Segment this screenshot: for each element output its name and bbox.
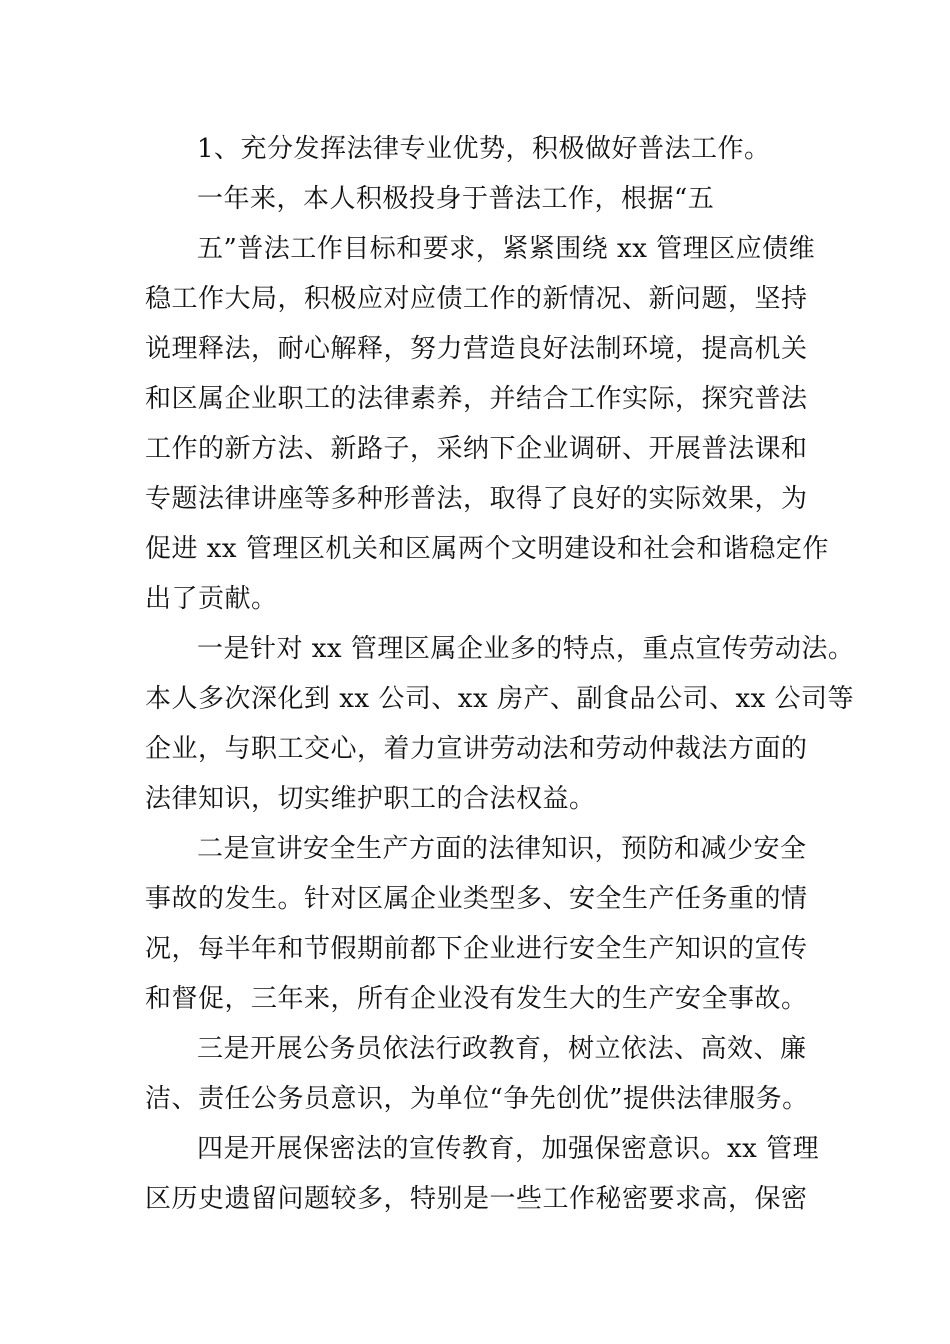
paragraph-line: 和区属企业职工的法律素养，并结合工作实际，探究普法 <box>145 384 808 414</box>
paragraph-line: 况，每半年和节假期前都下企业进行安全生产知识的宣传 <box>145 934 808 964</box>
paragraph-line: 和督促，三年来，所有企业没有发生大的生产安全事故。 <box>145 984 808 1014</box>
paragraph-line: 洁、责任公务员意识，为单位“争先创优”提供法律服务。 <box>145 1084 809 1114</box>
paragraph-line: 事故的发生。针对区属企业类型多、安全生产任务重的情 <box>145 884 808 914</box>
paragraph-line: 稳工作大局，积极应对应债工作的新情况、新问题，坚持 <box>145 284 808 314</box>
paragraph-line: 五”普法工作目标和要求，紧紧围绕 xx 管理区应债维 <box>197 234 816 264</box>
paragraph-line: 三是开展公务员依法行政教育，树立依法、高效、廉 <box>197 1034 807 1064</box>
paragraph-line: 企业，与职工交心，着力宣讲劳动法和劳动仲裁法方面的 <box>145 734 808 764</box>
paragraph-line: 四是开展保密法的宣传教育，加强保密意识。xx 管理 <box>197 1134 820 1164</box>
paragraph-line: 说理释法，耐心解释，努力营造良好法制环境，提高机关 <box>145 334 808 364</box>
paragraph-line: 专题法律讲座等多种形普法，取得了良好的实际效果，为 <box>145 484 808 514</box>
section-heading: 1、充分发挥法律专业优势，积极做好普法工作。 <box>197 134 771 164</box>
paragraph-line: 一是针对 xx 管理区属企业多的特点，重点宣传劳动法。 <box>197 634 855 664</box>
paragraph-line: 区历史遗留问题较多，特别是一些工作秘密要求高，保密 <box>145 1184 808 1214</box>
paragraph-line: 二是宣讲安全生产方面的法律知识，预防和减少安全 <box>197 834 807 864</box>
paragraph-line: 促进 xx 管理区机关和区属两个文明建设和社会和谐稳定作 <box>145 534 829 564</box>
paragraph-line: 出了贡献。 <box>145 584 278 614</box>
paragraph-line: 法律知识，切实维护职工的合法权益。 <box>145 784 596 814</box>
paragraph-line: 一年来，本人积极投身于普法工作，根据“五 <box>197 184 715 214</box>
paragraph-line: 本人多次深化到 xx 公司、xx 房产、副食品公司、xx 公司等 <box>145 684 855 714</box>
paragraph-line: 工作的新方法、新路子，采纳下企业调研、开展普法课和 <box>145 434 808 464</box>
